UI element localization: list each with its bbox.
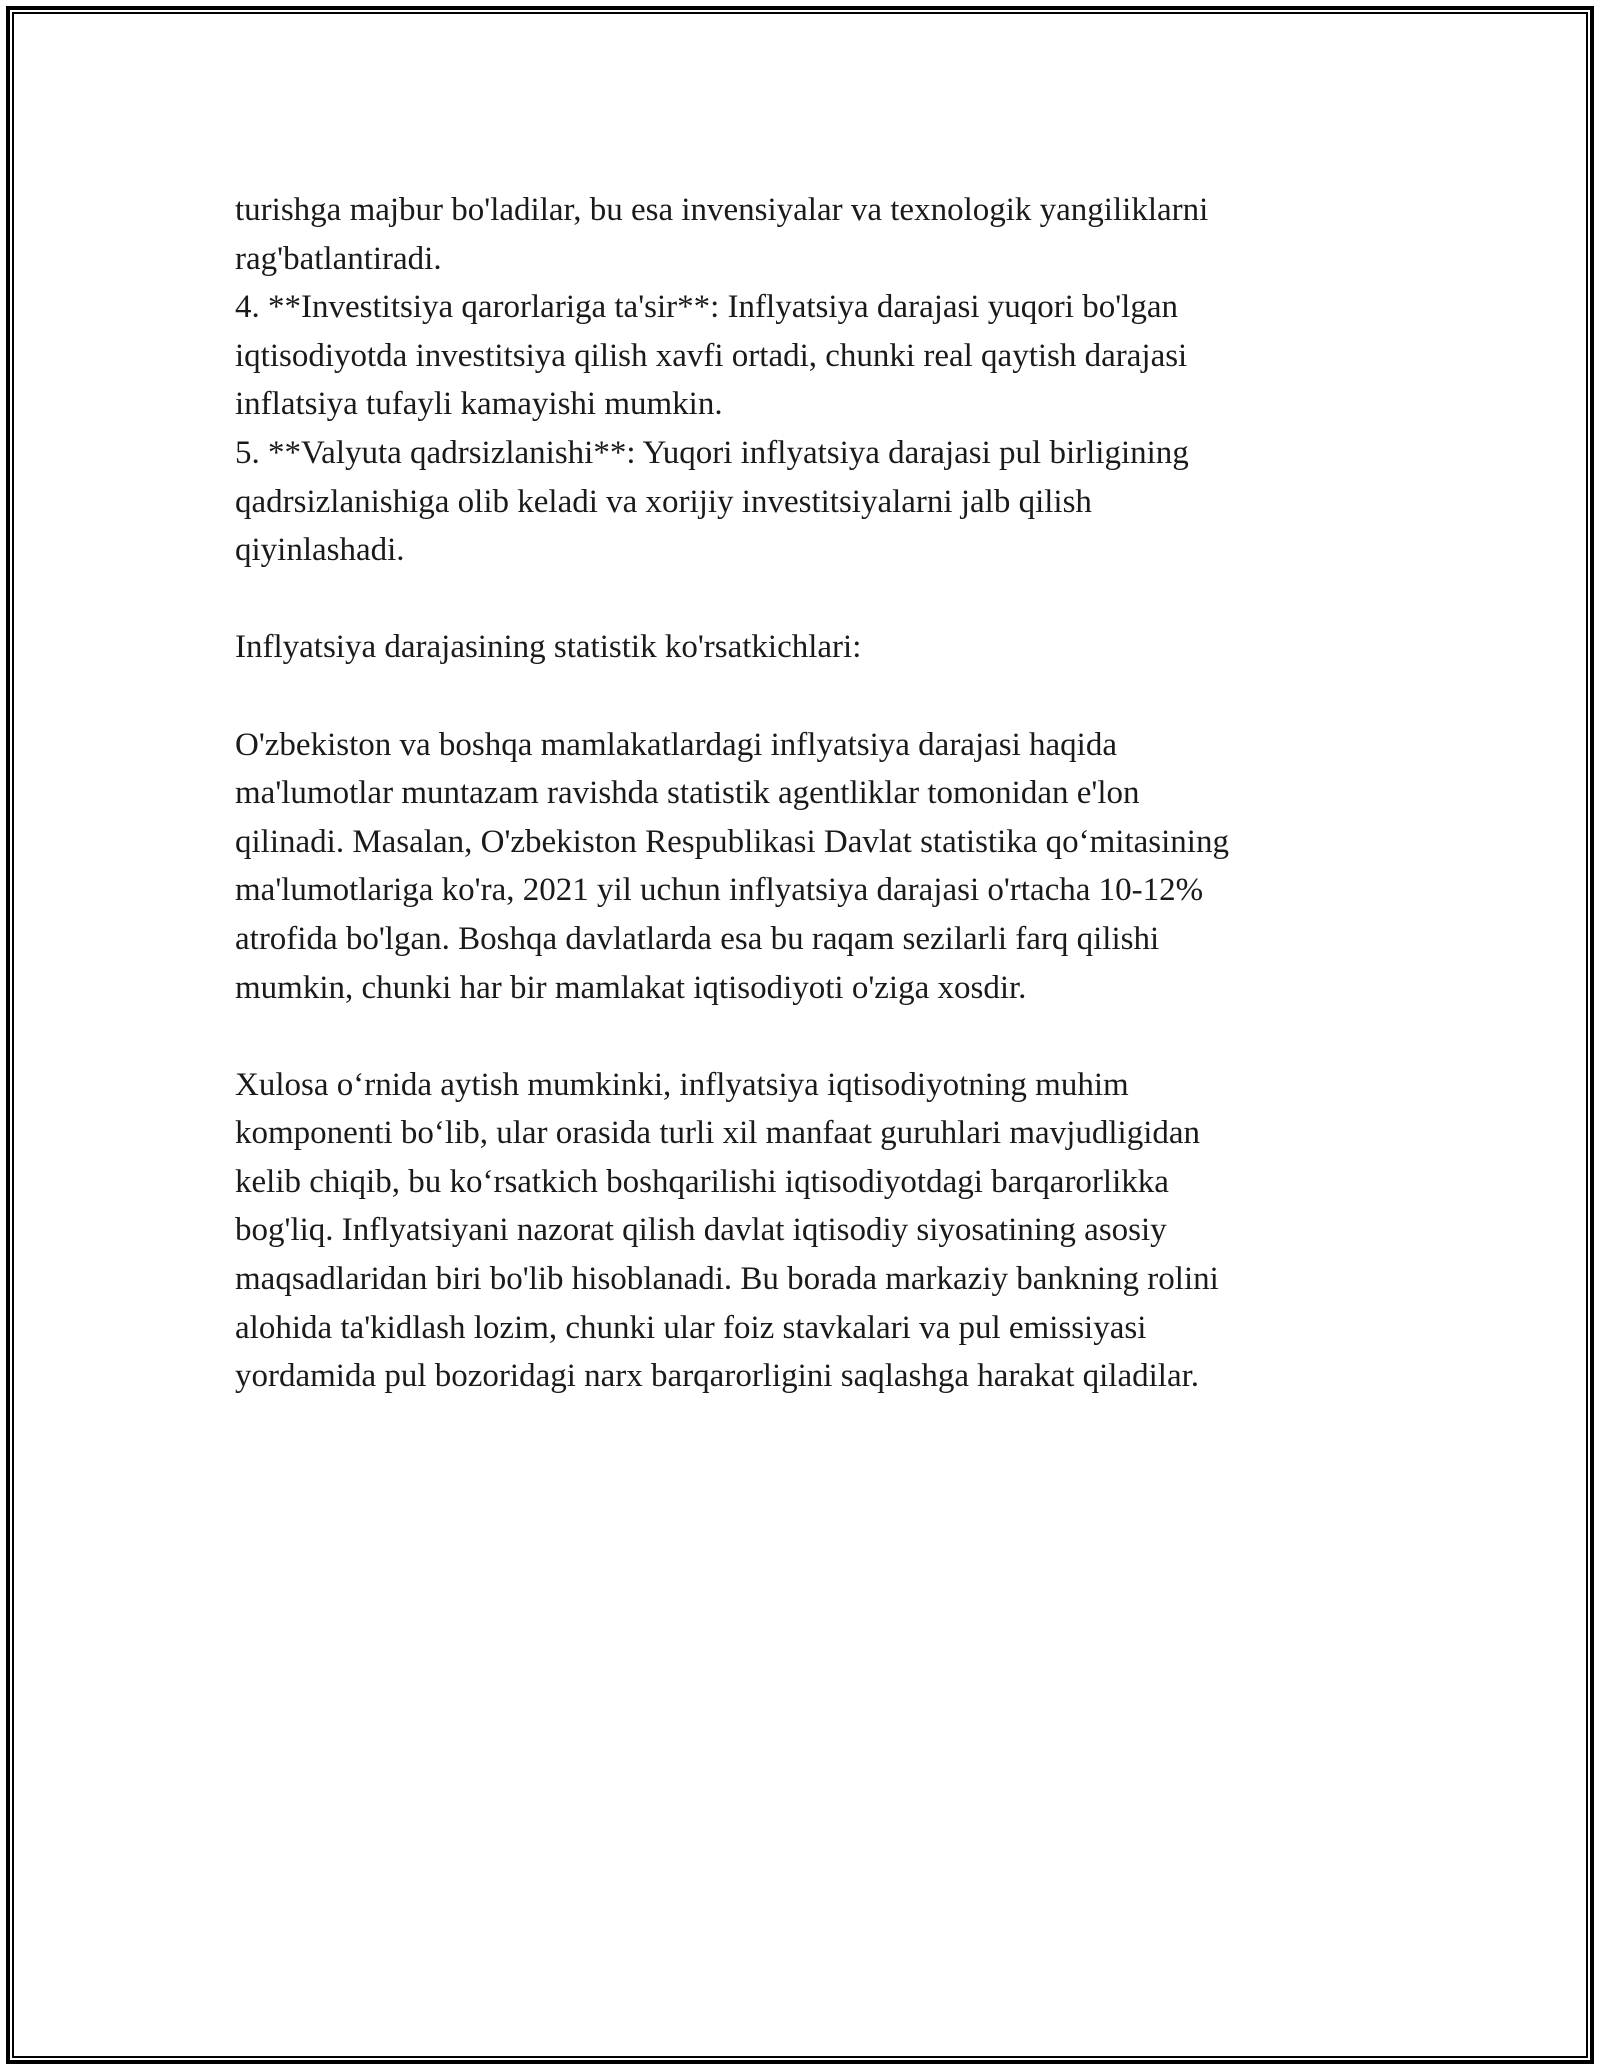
paragraph-gap <box>235 672 1365 721</box>
paragraph-gap <box>235 1012 1365 1061</box>
text-line: atrofida bo'lgan. Boshqa davlatlarda esa bu raqam sezilarli farq qilishi <box>235 920 1160 957</box>
text-line: turishga majbur bo'ladilar, bu esa invensiyalar va texnologik yangiliklarni <box>235 192 1209 228</box>
section-heading-statistics <box>235 623 1365 672</box>
text-line: rag'batlantiradi. <box>235 240 442 277</box>
text-line: qiyinlashadi. <box>235 532 405 569</box>
list-item-investment: 4. **Investitsiya qarorlariga ta'sir**: Inflyatsiya darajasi yuqori bo'lgan <box>235 289 1178 326</box>
text-line: qadrsizlanishiga olib keladi va xorijiy investitsiyalarni jalb qilish <box>235 483 1092 520</box>
text-line: yordamida pul bozoridagi narx barqarorligini saqlashga harakat qiladilar. <box>235 1358 1200 1395</box>
text-line: Xulosa o‘rnida aytish mumkinki, inflyatsiya iqtisodiyotning muhim <box>235 1066 1129 1103</box>
text-line: ma'lumotlar muntazam ravishda statistik agentliklar tomonidan e'lon <box>235 775 1140 812</box>
text-line: iqtisodiyotda investitsiya qilish xavfi ortadi, chunki real qaytish darajasi <box>235 337 1188 374</box>
text-line: O'zbekiston va boshqa mamlakatlardagi inflyatsiya darajasi haqida <box>235 726 1117 763</box>
paragraph-conclusion <box>235 1061 1365 1401</box>
paragraph-gap <box>235 575 1365 624</box>
text-line: inflatsiya tufayli kamayishi mumkin. <box>235 386 723 423</box>
paragraph-statistics <box>235 721 1365 1013</box>
text-line: komponenti bo‘lib, ular orasida turli xil manfaat guruhlari mavjudligidan <box>235 1115 1201 1152</box>
paragraph-list-continuation <box>235 186 1365 575</box>
text-line: qilinadi. Masalan, O'zbekiston Respublikasi Davlat statistika qo‘mitasining <box>235 823 1229 860</box>
list-item-currency: 5. **Valyuta qadrsizlanishi**: Yuqori inflyatsiya darajasi pul birligining <box>235 434 1189 471</box>
text-line: mumkin, chunki har bir mamlakat iqtisodiyoti o'ziga xosdir. <box>235 969 1027 1006</box>
text-line: ma'lumotlariga ko'ra, 2021 yil uchun inflyatsiya darajasi o'rtacha 10-12% <box>235 872 1204 909</box>
text-line: alohida ta'kidlash lozim, chunki ular foiz stavkalari va pul emissiyasi <box>235 1309 1147 1346</box>
text-line: bog'liq. Inflyatsiyani nazorat qilish davlat iqtisodiy siyosatining asosiy <box>235 1212 1167 1249</box>
heading-line: Inflyatsiya darajasining statistik ko'rsatkichlari: <box>235 629 862 666</box>
text-line: kelib chiqib, bu ko‘rsatkich boshqarilishi iqtisodiyotdagi barqarorlikka <box>235 1163 1169 1200</box>
text-line: maqsadlaridan biri bo'lib hisoblanadi. Bu borada markaziy bankning rolini <box>235 1261 1219 1298</box>
document-body <box>235 186 1365 1401</box>
